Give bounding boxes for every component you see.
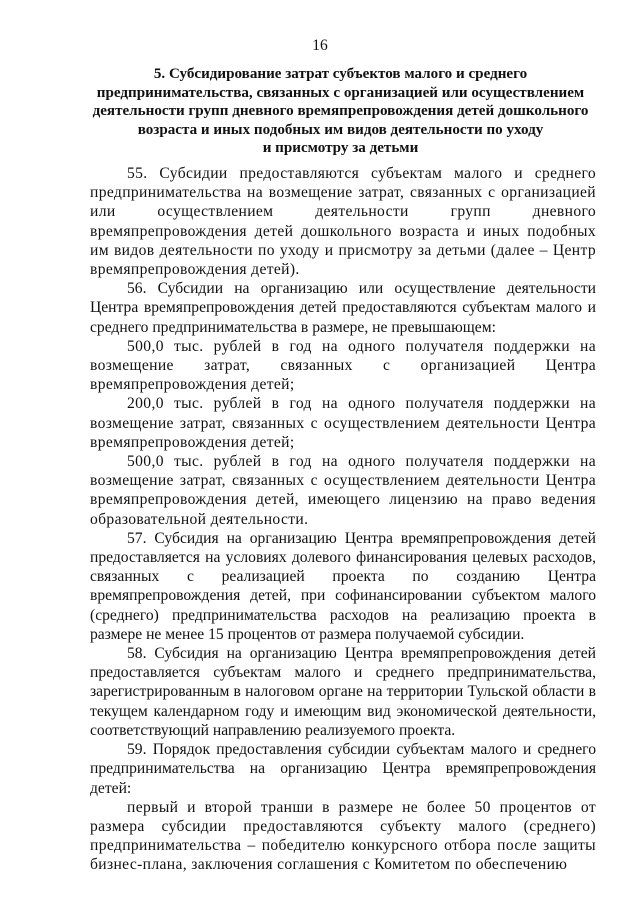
heading-line: возраста и иных подобных им видов деятельности по уходу (137, 121, 544, 138)
heading-line: предпринимательства, связанных с организацией или осуществлением (96, 84, 585, 101)
paragraph-57: 57. Субсидия на организацию Центра времяпрепровождения детей предоставляется на условиях долевого финансирования целевых расходов, связанных с реализацией проекта по созданию Центра времяпрепровождения детей, при софинансировании субъектом малого (среднего) предпринимательства расходов на реализацию проекта в размере не менее 15 процентов от размера получаемой субсидии. (90, 529, 596, 643)
paragraph-58: 58. Субсидия на организацию Центра времяпрепровождения детей предоставляется субъектам малого и среднего предпринимательства, зарегистрированным в налоговом органе на территории Тульской области в текущем календарном году и имеющим вид экономической деятельности, соответствующий направлению реализуемого проекта. (90, 645, 596, 739)
page-number: 16 (312, 37, 328, 54)
paragraph-56-item-3: 500,0 тыс. рублей в год на одного получателя поддержки на возмещение затрат, связанных с осуществлением деятельности Центра времяпрепровождения детей, имеющего лицензию на право ведения образовательной деятельности. (90, 453, 596, 528)
paragraph-59: 59. Порядок предоставления субсидии субъектам малого и среднего предпринимательства на организацию Центра времяпрепровождения детей: (90, 741, 596, 797)
heading-line: и присмотру за детьми (262, 140, 419, 156)
paragraph-59-item-1: первый и второй транши в размере не более 50 процентов от размера субсидии предоставляются субъекту малого (среднего) предпринимательства – победителю конкурсного отбора после защиты бизнес-плана, заключения соглашения с Комитетом по обеспечению (90, 798, 596, 874)
paragraph-55: 55. Субсидии предоставляются субъектам малого и среднего предпринимательства на возмещение затрат, связанных с организацией или осуществлением деятельности групп дневного времяпрепровождения детей дошкольного возраста и иных подобных им видов деятельности по уходу и присмотру за детьми (далее – Центр времяпрепровождения детей). (90, 165, 596, 279)
paragraph-56: 56. Субсидии на организацию или осуществление деятельности Центра времяпрепровождения детей предоставляются субъектам малого и среднего предпринимательства в размере, не превышающем: (90, 280, 596, 336)
heading-line: 5. Субсидирование затрат субъектов малого и среднего (153, 66, 528, 82)
paragraph-56-item-1: 500,0 тыс. рублей в год на одного получателя поддержки на возмещение затрат, связанных с организацией Центра времяпрепровождения детей; (90, 337, 596, 394)
paragraph-56-item-2: 200,0 тыс. рублей в год на одного получателя поддержки на возмещение затрат, связанных с осуществлением деятельности Центра времяпрепровождения детей; (90, 395, 596, 451)
document-body (90, 164, 596, 875)
section-heading (88, 65, 593, 158)
heading-line: деятельности групп дневного времяпрепровождения детей дошкольного (92, 103, 589, 119)
